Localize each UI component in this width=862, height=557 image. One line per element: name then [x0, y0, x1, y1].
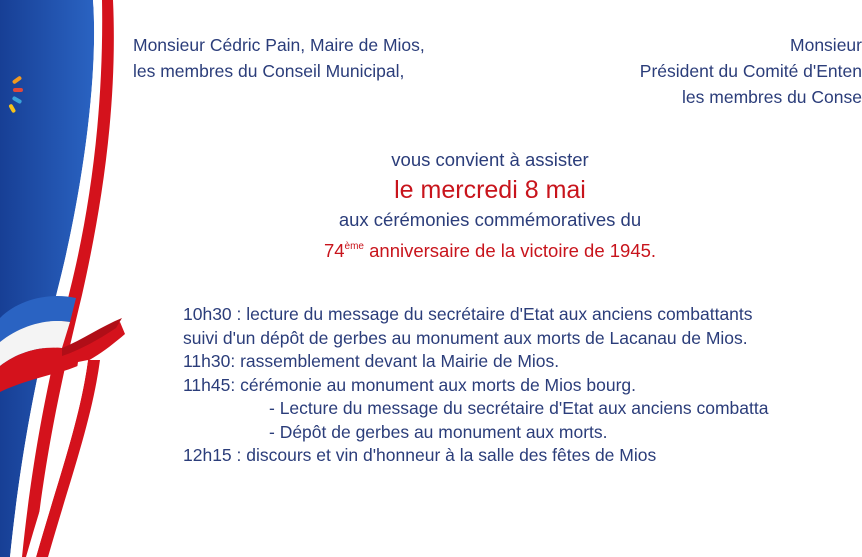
program-item: [183, 374, 768, 398]
program-item: [183, 350, 768, 374]
program-item: [183, 444, 768, 468]
invitation-center-block: [190, 146, 790, 264]
program-time: 12h15: [183, 445, 232, 465]
program-text: : cérémonie au monument aux morts de Mios bourg.: [230, 374, 636, 395]
header-left-line-2: les membres du Conseil Municipal,: [133, 61, 405, 81]
program-text: - Lecture du message du secrétaire d'Etat aux anciens combatta: [269, 398, 769, 418]
program-time: 11h45: [183, 374, 231, 395]
program-schedule: [183, 303, 768, 468]
ceremonies-text: aux cérémonies commémoratives du: [338, 209, 642, 230]
program-item: [183, 327, 768, 351]
program-text: : discours et vin d'honneur à la salle des fêtes de Mios: [231, 445, 657, 465]
event-date: le mercredi 8 mai: [394, 176, 586, 204]
anniversary-number: 74: [323, 240, 345, 261]
program-time: 11h30: [183, 351, 231, 371]
header-right-line-1: Monsieur: [790, 35, 862, 55]
anniversary-text: [190, 233, 790, 264]
program-text: - Dépôt de gerbes au monument aux morts.: [269, 421, 608, 442]
header-left-line-1: Monsieur Cédric Pain, Maire de Mios,: [133, 35, 425, 55]
program-item: [183, 421, 768, 445]
anniversary-ordinal: ème: [344, 241, 364, 252]
program-text: : lecture du message du secrétaire d'Etat aux anciens combattants: [231, 304, 753, 324]
program-item: [183, 397, 768, 421]
header-right-block: [640, 32, 862, 110]
program-text: suivi d'un dépôt de gerbes au monument aux morts de Lacanau de Mios.: [183, 327, 748, 348]
program-time: 10h30: [183, 304, 232, 324]
tricolor-ribbon-decoration: [0, 0, 135, 557]
header-left-block: [133, 32, 425, 84]
header-right-line-3: les membres du Conse: [682, 87, 862, 107]
header-right-line-2: Président du Comité d'Enten: [639, 61, 862, 81]
anniversary-rest: anniversaire de la victoire de 1945.: [363, 240, 657, 261]
invitation-text: vous convient à assister: [391, 149, 589, 170]
program-text: : rassemblement devant la Mairie de Mios.: [230, 351, 560, 371]
program-item: [183, 303, 768, 327]
